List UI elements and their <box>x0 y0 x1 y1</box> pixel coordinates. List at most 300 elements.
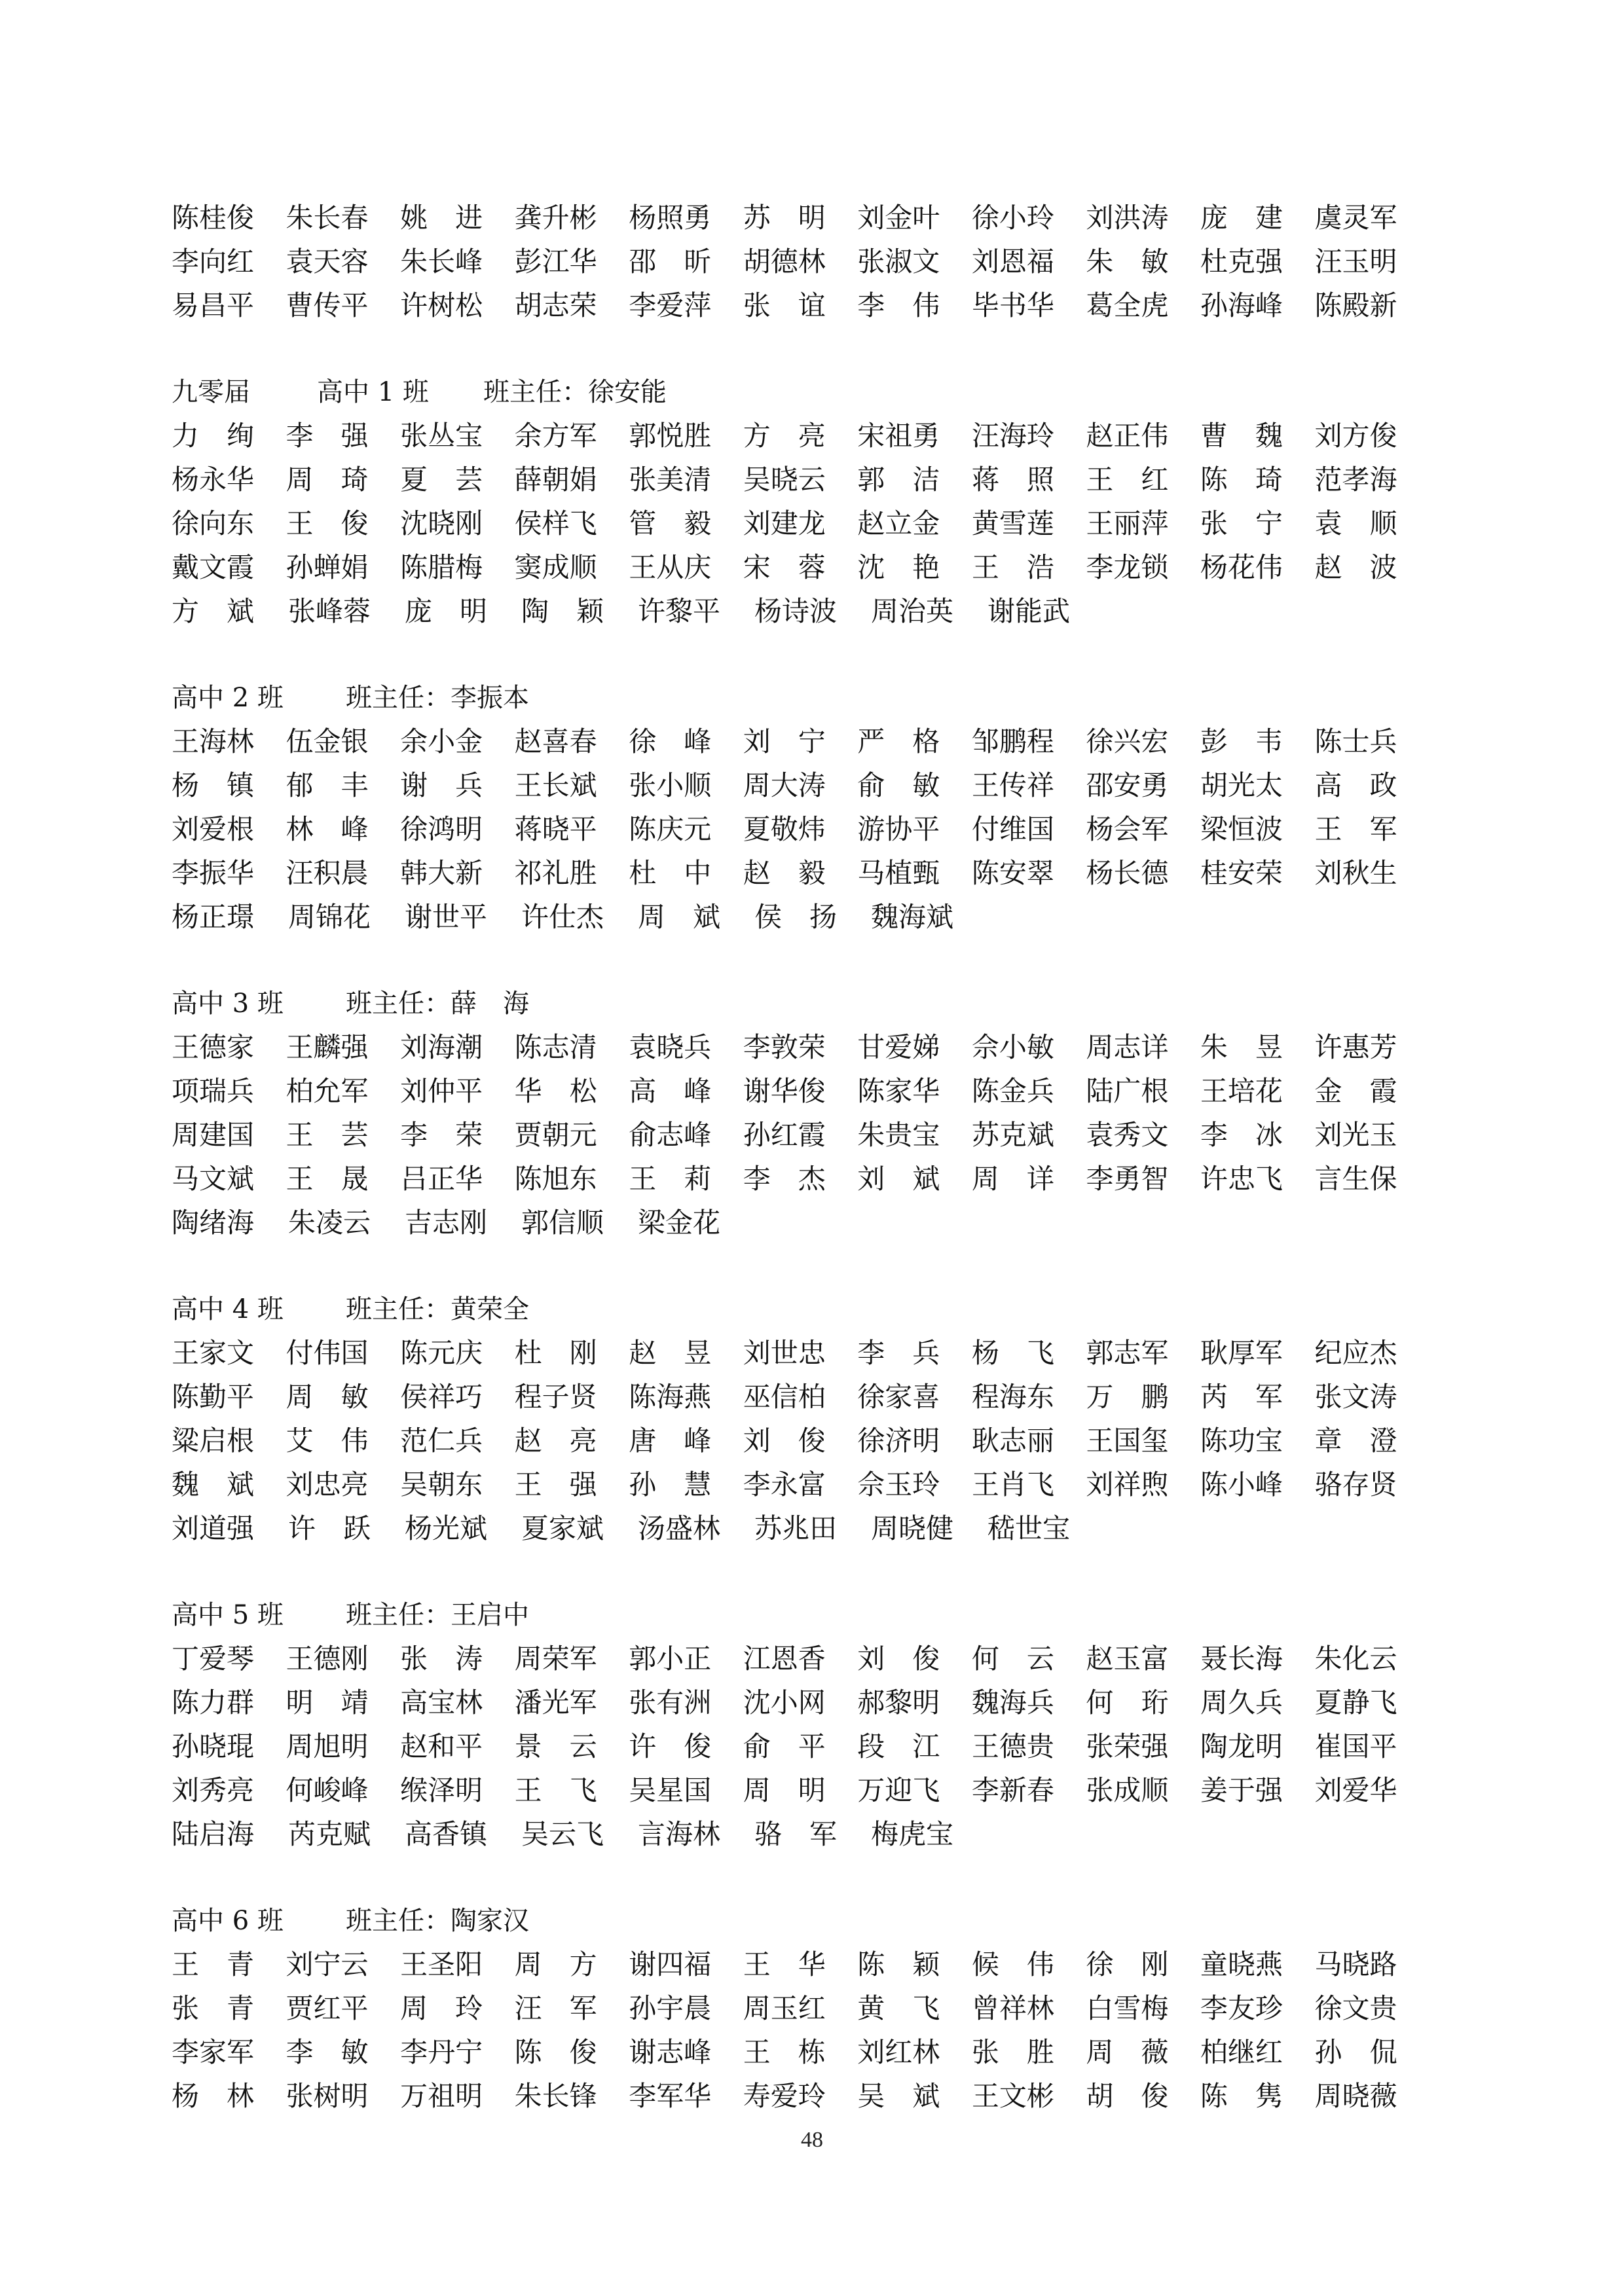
name-row <box>172 1329 1429 1373</box>
student-name: 李敦荣 <box>743 1030 826 1063</box>
student-name: 张成顺 <box>1086 1774 1169 1806</box>
student-name: 孙红霞 <box>743 1118 826 1151</box>
student-name: 杨照勇 <box>629 201 712 234</box>
student-name: 万祖明 <box>400 2079 483 2112</box>
student-name: 李龙锁 <box>1086 551 1169 583</box>
student-name: 吴星国 <box>629 1774 712 1806</box>
name-row <box>172 543 1429 587</box>
student-name: 杨 飞 <box>971 1336 1054 1369</box>
student-name: 沈小网 <box>743 1686 826 1719</box>
head-teacher-label: 班主任：徐安能 <box>483 376 667 407</box>
student-name: 张 涛 <box>400 1642 483 1675</box>
student-name: 刘仲平 <box>400 1074 483 1107</box>
student-name: 王长斌 <box>514 769 597 801</box>
student-name: 唐 峰 <box>629 1424 712 1457</box>
student-name: 陈金兵 <box>971 1074 1054 1107</box>
student-name: 王国玺 <box>1086 1424 1169 1457</box>
student-name: 周旭明 <box>286 1730 369 1762</box>
student-name: 袁天容 <box>286 245 369 278</box>
student-name: 胡光太 <box>1200 769 1283 801</box>
student-name: 陈海燕 <box>629 1380 712 1413</box>
class-header <box>172 979 1429 1023</box>
student-name: 王从庆 <box>629 551 712 583</box>
student-name: 程子贤 <box>514 1380 597 1413</box>
student-name: 张小顺 <box>629 769 712 801</box>
student-name: 朱凌云 <box>288 1206 371 1239</box>
student-name: 葛全虎 <box>1086 289 1169 321</box>
student-name: 陈庆元 <box>629 812 712 845</box>
student-name: 周荣军 <box>514 1642 597 1675</box>
name-row <box>172 1984 1429 2028</box>
student-name: 赵 亮 <box>514 1424 597 1457</box>
student-name: 李勇智 <box>1086 1162 1169 1195</box>
student-name: 陈力群 <box>172 1686 255 1719</box>
name-row <box>172 849 1429 893</box>
student-name: 李友珍 <box>1200 1992 1283 2024</box>
student-name: 言生保 <box>1314 1162 1397 1195</box>
student-name: 刘光玉 <box>1314 1118 1397 1151</box>
student-name: 严 格 <box>857 725 940 757</box>
student-name: 杨会军 <box>1086 812 1169 845</box>
student-name: 王培花 <box>1200 1074 1283 1107</box>
student-name: 夏静飞 <box>1314 1686 1397 1719</box>
student-name: 王 芸 <box>286 1118 369 1151</box>
student-name: 龚升彬 <box>514 201 597 234</box>
student-name: 谢世平 <box>405 900 488 933</box>
student-name: 孙 慧 <box>629 1468 712 1501</box>
student-name: 韩大新 <box>400 856 483 889</box>
student-name: 张 青 <box>172 1992 255 2024</box>
head-teacher-label: 班主任：黄荣全 <box>346 1294 529 1324</box>
student-name: 刘宁云 <box>286 1948 369 1980</box>
graduation-year-label: 九零届 <box>172 376 250 407</box>
student-name: 耿志丽 <box>971 1424 1054 1457</box>
student-name: 王丽萍 <box>1086 507 1169 539</box>
name-row <box>172 500 1429 543</box>
student-name: 徐济明 <box>857 1424 940 1457</box>
name-row <box>172 2072 1429 2116</box>
student-name: 魏海兵 <box>971 1686 1054 1719</box>
student-name: 刘祥煦 <box>1086 1468 1169 1501</box>
student-name: 窦成顺 <box>514 551 597 583</box>
student-name: 李向红 <box>172 245 255 278</box>
student-name: 陈桂俊 <box>172 201 255 234</box>
student-name: 沈晓刚 <box>400 507 483 539</box>
student-name: 苏 明 <box>743 201 826 234</box>
student-name: 祁礼胜 <box>514 856 597 889</box>
student-name: 毕书华 <box>971 289 1054 321</box>
student-name: 陈腊梅 <box>400 551 483 583</box>
class-name-label: 高中 6 班 <box>172 1905 284 1936</box>
student-name: 周 详 <box>971 1162 1054 1195</box>
student-name: 陈 琦 <box>1200 463 1283 496</box>
student-name: 崔国平 <box>1314 1730 1397 1762</box>
student-name: 吴 斌 <box>857 2079 940 2112</box>
student-name: 王 栋 <box>743 2035 826 2068</box>
student-name: 刘秀亮 <box>172 1774 255 1806</box>
name-row <box>172 1417 1429 1461</box>
student-name: 李军华 <box>629 2079 712 2112</box>
student-name: 许惠芳 <box>1314 1030 1397 1063</box>
name-row <box>172 1199 1429 1243</box>
student-name: 俞 敏 <box>857 769 940 801</box>
student-name: 嵇世宝 <box>987 1512 1071 1544</box>
student-name: 汪海玲 <box>971 419 1054 452</box>
student-name: 贾朝元 <box>514 1118 597 1151</box>
student-name: 付维国 <box>971 812 1054 845</box>
student-name: 桂安荣 <box>1200 856 1283 889</box>
class-section <box>172 194 1429 325</box>
name-row <box>172 456 1429 500</box>
student-name: 徐 刚 <box>1086 1948 1169 1980</box>
student-name: 马植甄 <box>857 856 940 889</box>
name-row <box>172 2028 1429 2072</box>
name-list <box>172 194 1429 2158</box>
student-name: 李 伟 <box>857 289 940 321</box>
name-row <box>172 1023 1429 1067</box>
student-name: 王德贵 <box>971 1730 1054 1762</box>
student-name: 刘恩福 <box>971 245 1054 278</box>
student-name: 曹传平 <box>286 289 369 321</box>
student-name: 朱贵宝 <box>857 1118 940 1151</box>
class-header <box>172 673 1429 718</box>
student-name: 芮克赋 <box>288 1817 371 1850</box>
student-name: 周 琦 <box>286 463 369 496</box>
name-row <box>172 1810 1429 1854</box>
student-name: 王麟强 <box>286 1030 369 1063</box>
student-name: 徐家喜 <box>857 1380 940 1413</box>
student-name: 项瑞兵 <box>172 1074 255 1107</box>
class-name-label: 高中 1 班 <box>317 376 429 407</box>
student-name: 缑泽明 <box>400 1774 483 1806</box>
student-name: 李 兵 <box>857 1336 940 1369</box>
student-name: 何 珩 <box>1086 1686 1169 1719</box>
student-name: 张 谊 <box>743 289 826 321</box>
student-name: 梁恒波 <box>1200 812 1283 845</box>
student-name: 甘爱娣 <box>857 1030 940 1063</box>
student-name: 邵安勇 <box>1086 769 1169 801</box>
student-name: 刘爱根 <box>172 812 255 845</box>
name-row <box>172 587 1429 631</box>
student-name: 张峰蓉 <box>288 594 371 627</box>
student-name: 周玉红 <box>743 1992 826 2024</box>
student-name: 巫信柏 <box>743 1380 826 1413</box>
student-name: 张丛宝 <box>400 419 483 452</box>
name-row <box>172 194 1429 238</box>
student-name: 蒋 照 <box>971 463 1054 496</box>
student-name: 李 强 <box>286 419 369 452</box>
student-name: 赵喜春 <box>514 725 597 757</box>
head-teacher-label: 班主任：薛 海 <box>346 988 529 1019</box>
student-name: 刘爱华 <box>1314 1774 1397 1806</box>
class-section <box>172 1896 1429 2116</box>
student-name: 俞 平 <box>743 1730 826 1762</box>
student-name: 姚 进 <box>400 201 483 234</box>
student-name: 魏 斌 <box>172 1468 255 1501</box>
student-name: 吉志刚 <box>405 1206 488 1239</box>
student-name: 侯祥巧 <box>400 1380 483 1413</box>
student-name: 高 峰 <box>629 1074 712 1107</box>
student-name: 王圣阳 <box>400 1948 483 1980</box>
student-name: 郭 洁 <box>857 463 940 496</box>
class-header <box>172 367 1429 412</box>
student-name: 王 飞 <box>514 1774 597 1806</box>
student-name: 汪 军 <box>514 1992 597 2024</box>
student-name: 谢华俊 <box>743 1074 826 1107</box>
student-name: 伍金银 <box>286 725 369 757</box>
student-name: 柏允军 <box>286 1074 369 1107</box>
student-name: 袁 顺 <box>1314 507 1397 539</box>
student-name: 宋祖勇 <box>857 419 940 452</box>
student-name: 粱启根 <box>172 1424 255 1457</box>
student-name: 白雪梅 <box>1086 1992 1169 2024</box>
student-name: 沈 艳 <box>857 551 940 583</box>
student-name: 许 俊 <box>629 1730 712 1762</box>
student-name: 张 胜 <box>971 2035 1054 2068</box>
student-name: 张美清 <box>629 463 712 496</box>
class-name-label: 高中 2 班 <box>172 682 284 713</box>
student-name: 朱长锋 <box>514 2079 597 2112</box>
student-name: 赵玉富 <box>1086 1642 1169 1675</box>
name-row <box>172 238 1429 282</box>
head-teacher-label: 班主任：陶家汉 <box>346 1905 529 1936</box>
student-name: 朱长春 <box>286 201 369 234</box>
student-name: 朱 昱 <box>1200 1030 1283 1063</box>
student-name: 李 荣 <box>400 1118 483 1151</box>
student-name: 徐向东 <box>172 507 255 539</box>
student-name: 杨正璟 <box>172 900 255 933</box>
student-name: 周大涛 <box>743 769 826 801</box>
student-name: 袁晓兵 <box>629 1030 712 1063</box>
student-name: 谢四福 <box>629 1948 712 1980</box>
student-name: 苏克斌 <box>971 1118 1054 1151</box>
student-name: 徐小玲 <box>971 201 1054 234</box>
student-name: 郝黎明 <box>857 1686 940 1719</box>
student-name: 吴晓云 <box>743 463 826 496</box>
student-name: 何 云 <box>971 1642 1054 1675</box>
student-name: 佘小敏 <box>971 1030 1054 1063</box>
student-name: 侯样飞 <box>514 507 597 539</box>
student-name: 周久兵 <box>1200 1686 1283 1719</box>
student-name: 刘红林 <box>857 2035 940 2068</box>
student-name: 陈 隽 <box>1200 2079 1283 2112</box>
name-row <box>172 1766 1429 1810</box>
student-name: 刘方俊 <box>1314 419 1397 452</box>
name-row <box>172 282 1429 325</box>
student-name: 孙海峰 <box>1200 289 1283 321</box>
student-name: 杨永华 <box>172 463 255 496</box>
student-name: 刘洪涛 <box>1086 201 1169 234</box>
student-name: 侯 扬 <box>754 900 838 933</box>
student-name: 周晓薇 <box>1314 2079 1397 2112</box>
student-name: 明 靖 <box>286 1686 369 1719</box>
student-name: 李 敏 <box>286 2035 369 2068</box>
student-name: 骆 军 <box>754 1817 838 1850</box>
student-name: 杨诗波 <box>754 594 838 627</box>
student-name: 周晓健 <box>871 1512 954 1544</box>
name-row <box>172 1679 1429 1722</box>
student-name: 王文彬 <box>971 2079 1054 2112</box>
student-name: 孙蝉娟 <box>286 551 369 583</box>
student-name: 周 玲 <box>400 1992 483 2024</box>
name-row <box>172 893 1429 937</box>
student-name: 夏敬炜 <box>743 812 826 845</box>
student-name: 张荣强 <box>1086 1730 1169 1762</box>
student-name: 范仁兵 <box>400 1424 483 1457</box>
student-name: 王传祥 <box>971 769 1054 801</box>
student-name: 汪积晨 <box>286 856 369 889</box>
student-name: 郭悦胜 <box>629 419 712 452</box>
student-name: 吴朝东 <box>400 1468 483 1501</box>
student-name: 王 军 <box>1314 812 1397 845</box>
student-name: 张文涛 <box>1314 1380 1397 1413</box>
student-name: 朱 敏 <box>1086 245 1169 278</box>
student-name: 薛朝娟 <box>514 463 597 496</box>
student-name: 陈旭东 <box>514 1162 597 1195</box>
student-name: 王家文 <box>172 1336 255 1369</box>
student-name: 郭信顺 <box>521 1206 604 1239</box>
student-name: 周 明 <box>743 1774 826 1806</box>
student-name: 许树松 <box>400 289 483 321</box>
page-number: 48 <box>801 2128 823 2152</box>
student-name: 余小金 <box>400 725 483 757</box>
name-row <box>172 761 1429 805</box>
student-name: 刘金叶 <box>857 201 940 234</box>
student-name: 夏 芸 <box>400 463 483 496</box>
student-name: 江恩香 <box>743 1642 826 1675</box>
class-header <box>172 1896 1429 1941</box>
student-name: 陶 颖 <box>521 594 604 627</box>
head-teacher-label: 班主任：李振本 <box>346 682 529 713</box>
student-name: 耿厚军 <box>1200 1336 1283 1369</box>
student-name: 黄 飞 <box>857 1992 940 2024</box>
student-name: 赵正伟 <box>1086 419 1169 452</box>
name-row <box>172 1941 1429 1984</box>
student-name: 杨长德 <box>1086 856 1169 889</box>
student-name: 许黎平 <box>638 594 721 627</box>
student-name: 杨 镇 <box>172 769 255 801</box>
student-name: 周建国 <box>172 1118 255 1151</box>
student-name: 王 晟 <box>286 1162 369 1195</box>
head-teacher-label: 班主任：王启中 <box>346 1599 529 1630</box>
student-name: 朱长峰 <box>400 245 483 278</box>
student-name: 王 俊 <box>286 507 369 539</box>
student-name: 陈士兵 <box>1314 725 1397 757</box>
student-name: 华 松 <box>514 1074 597 1107</box>
name-row <box>172 1461 1429 1504</box>
student-name: 王海林 <box>172 725 255 757</box>
student-name: 张 宁 <box>1200 507 1283 539</box>
student-name: 邵 昕 <box>629 245 712 278</box>
student-name: 张淑文 <box>857 245 940 278</box>
student-name: 苏兆田 <box>754 1512 838 1544</box>
student-name: 陈殿新 <box>1314 289 1397 321</box>
student-name: 金 霞 <box>1314 1074 1397 1107</box>
student-name: 彭江华 <box>514 245 597 278</box>
student-name: 俞志峰 <box>629 1118 712 1151</box>
student-name: 谢志峰 <box>629 2035 712 2068</box>
name-row <box>172 1635 1429 1679</box>
student-name: 余方军 <box>514 419 597 452</box>
student-name: 徐鸿明 <box>400 812 483 845</box>
student-name: 周志详 <box>1086 1030 1169 1063</box>
student-name: 王 强 <box>514 1468 597 1501</box>
student-name: 赵立金 <box>857 507 940 539</box>
student-name: 蒋晓平 <box>514 812 597 845</box>
student-name: 潘光军 <box>514 1686 597 1719</box>
class-header <box>172 1590 1429 1635</box>
student-name: 万迎飞 <box>857 1774 940 1806</box>
student-name: 力 绚 <box>172 419 255 452</box>
student-name: 景 云 <box>514 1730 597 1762</box>
student-name: 曹 魏 <box>1200 419 1283 452</box>
student-name: 刘秋生 <box>1314 856 1397 889</box>
student-name: 周 斌 <box>638 900 721 933</box>
student-name: 庞 明 <box>405 594 488 627</box>
student-name: 方 斌 <box>172 594 255 627</box>
student-name: 刘建龙 <box>743 507 826 539</box>
student-name: 孙 侃 <box>1314 2035 1397 2068</box>
student-name: 王肖飞 <box>971 1468 1054 1501</box>
student-name: 徐文贵 <box>1314 1992 1397 2024</box>
name-row <box>172 1722 1429 1766</box>
class-name-label: 高中 5 班 <box>172 1599 284 1630</box>
student-name: 李 杰 <box>743 1162 826 1195</box>
student-name: 贾红平 <box>286 1992 369 2024</box>
student-name: 艾 伟 <box>286 1424 369 1457</box>
student-name: 林 峰 <box>286 812 369 845</box>
student-name: 宋 蓉 <box>743 551 826 583</box>
student-name: 章 澄 <box>1314 1424 1397 1457</box>
student-name: 刘忠亮 <box>286 1468 369 1501</box>
student-name: 王 浩 <box>971 551 1054 583</box>
student-name: 王 华 <box>743 1948 826 1980</box>
student-name: 陶龙明 <box>1200 1730 1283 1762</box>
student-name: 段 江 <box>857 1730 940 1762</box>
student-name: 邹鹏程 <box>971 725 1054 757</box>
name-row <box>172 1373 1429 1417</box>
student-name: 谢能武 <box>987 594 1071 627</box>
student-name: 许仕杰 <box>521 900 604 933</box>
student-name: 陈志清 <box>514 1030 597 1063</box>
student-name: 程海东 <box>971 1380 1054 1413</box>
student-name: 魏海斌 <box>871 900 954 933</box>
student-name: 刘海潮 <box>400 1030 483 1063</box>
student-name: 李新春 <box>971 1774 1054 1806</box>
student-name: 高香镇 <box>405 1817 488 1850</box>
student-name: 陈安翠 <box>971 856 1054 889</box>
student-name: 高宝林 <box>400 1686 483 1719</box>
student-name: 张有洲 <box>629 1686 712 1719</box>
student-name: 杜克强 <box>1200 245 1283 278</box>
student-name: 郁 丰 <box>286 769 369 801</box>
name-row <box>172 1111 1429 1155</box>
student-name: 刘 斌 <box>857 1162 940 1195</box>
student-name: 游协平 <box>857 812 940 845</box>
student-name: 李永富 <box>743 1468 826 1501</box>
student-name: 聂长海 <box>1200 1642 1283 1675</box>
student-name: 郭小正 <box>629 1642 712 1675</box>
student-name: 胡德林 <box>743 245 826 278</box>
student-name: 胡 俊 <box>1086 2079 1169 2112</box>
student-name: 虞灵军 <box>1314 201 1397 234</box>
student-name: 张树明 <box>286 2079 369 2112</box>
student-name: 陈 颖 <box>857 1948 940 1980</box>
student-name: 徐兴宏 <box>1086 725 1169 757</box>
student-name: 候 伟 <box>971 1948 1054 1980</box>
class-section <box>172 979 1429 1243</box>
student-name: 方 亮 <box>743 419 826 452</box>
